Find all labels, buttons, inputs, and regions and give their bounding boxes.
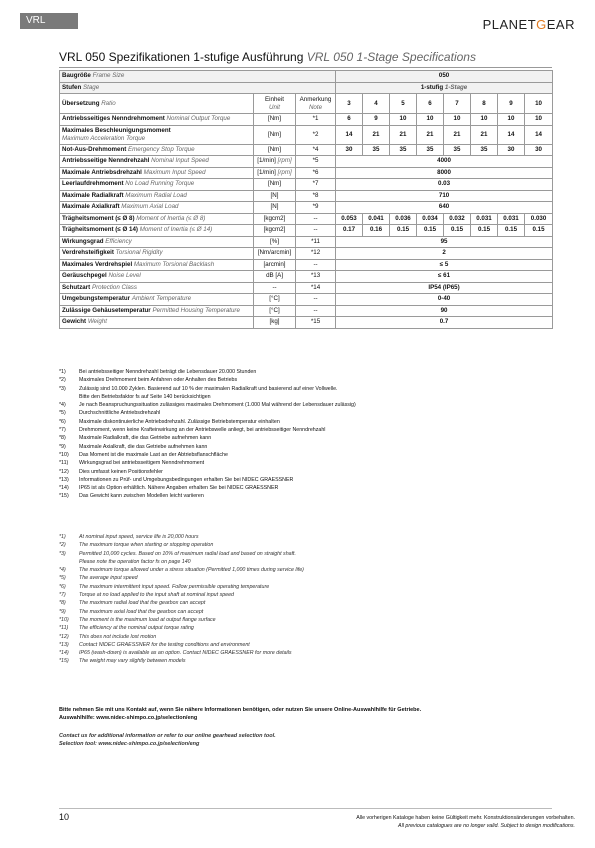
spec-value: 14: [336, 125, 363, 144]
spec-note: *2: [296, 125, 336, 144]
spec-unit: [1/min] [rpm]: [254, 156, 296, 168]
logo-accent: G: [536, 17, 547, 32]
spec-value: 0.036: [390, 213, 417, 225]
spec-label: Maximales Verdrehspiel Maximum Torsional Backlash: [60, 259, 254, 271]
spec-value: 0-40: [336, 294, 553, 306]
footnote: *10) Das Moment ist die maximale Last an der Abtriebsflanschfläche: [59, 451, 228, 458]
spec-unit: [kg]: [254, 317, 296, 329]
spec-row: [60, 259, 553, 271]
spec-value: 4000: [336, 156, 553, 168]
spec-unit: [°C]: [254, 294, 296, 306]
footnote: *14) IP65 (wash-down) is available as an option. Contact NIDEC GRAESSNER for more details: [59, 650, 292, 657]
spec-note: *13: [296, 271, 336, 283]
spec-value: 0.15: [390, 225, 417, 237]
spec-value: 35: [363, 144, 390, 156]
spec-note: *11: [296, 236, 336, 248]
spec-value: 0.15: [417, 225, 444, 237]
spec-unit: [1/min] [rpm]: [254, 167, 296, 179]
footnote: *3) Permitted 10,000 cycles. Based on 10% of maximum radial load and based on straight shaft.: [59, 550, 296, 557]
spec-value: 0.7: [336, 317, 553, 329]
footnote: *15) Das Gewicht kann zwischen Modellen leicht variieren: [59, 493, 204, 500]
spec-value: 21: [390, 125, 417, 144]
spec-value: 21: [363, 125, 390, 144]
spec-label: Not-Aus-Drehmoment Emergency Stop Torque: [60, 144, 254, 156]
contact-de-line: Bitte nehmen Sie mit uns Kontakt auf, wenn Sie nähere Informationen benötigen, oder nutzen Sie unsere Online-Auswahlhilfe für Getriebe.: [59, 707, 422, 713]
spec-row: [60, 179, 553, 191]
disclaimer-de: Alle vorherigen Kataloge haben keine Gültigkeit mehr. Konstruktionsänderungen vorbehalten.: [356, 815, 575, 821]
spec-label: Trägheitsmoment (≤ Ø 8) Moment of Inertia (≤ Ø 8): [60, 213, 254, 225]
spec-unit: [Nm]: [254, 179, 296, 191]
spec-unit: [Nm]: [254, 144, 296, 156]
contact-de: [59, 706, 421, 722]
footnote: *4) Je nach Beanspruchungssituation zulässiges maximales Drehmoment (1.000 Mal während der Lebensdauer zulässig): [59, 402, 356, 409]
footnote: Bitte den Betriebsfaktor fs auf Seite 140 berücksichtigen: [79, 393, 211, 400]
spec-unit: [Nm]: [254, 114, 296, 126]
spec-value: 0.15: [471, 225, 498, 237]
spec-label: Verdrehsteifigkeit Torsional Rigidity: [60, 248, 254, 260]
selection-link-de[interactable]: Auswahlhilfe: www.nidec-shimpo.co.jp/selection/eng: [59, 715, 198, 721]
spec-value: 0.034: [417, 213, 444, 225]
footnote: *10) The moment is the maximum load at output flange surface: [59, 616, 216, 623]
contact-en: [59, 732, 276, 748]
spec-unit: [°C]: [254, 305, 296, 317]
footnote: *12) Dies umfasst keinen Positionsfehler: [59, 468, 163, 475]
spec-value: 21: [417, 125, 444, 144]
spec-label: Maximale Antriebsdrehzahl Maximum Input Speed: [60, 167, 254, 179]
footnote: *2) The maximum torque when starting or stopping operation: [59, 542, 214, 549]
footnote: *13) Informationen zu Prüf- und Umgebungsbedingungen erhalten Sie bei NIDEC GRAESSNER: [59, 476, 294, 483]
spec-value: 0.15: [444, 225, 471, 237]
spec-value: ≤ 61: [336, 271, 553, 283]
ratio-value: 9: [498, 94, 525, 114]
stage-row: [60, 82, 553, 94]
page-number: 10: [59, 812, 70, 822]
spec-value: 21: [471, 125, 498, 144]
spec-note: *1: [296, 114, 336, 126]
spec-unit: [arcmin]: [254, 259, 296, 271]
footnote: Please note the operation factor fs on page 140: [79, 558, 191, 565]
spec-value: 10: [525, 114, 553, 126]
spec-value: 35: [471, 144, 498, 156]
ratio-value: 5: [390, 94, 417, 114]
note-header: Anmerkung Note: [296, 94, 336, 114]
spec-unit: [kgcm2]: [254, 213, 296, 225]
spec-value: 8000: [336, 167, 553, 179]
spec-label: Antriebsseitiges Nenndrehmoment Nominal Output Torque: [60, 114, 254, 126]
spec-row: [60, 282, 553, 294]
spec-label: Zulässige Gehäusetemperatur Permitted Housing Temperature: [60, 305, 254, 317]
spec-value: 640: [336, 202, 553, 214]
ratio-value: 4: [363, 94, 390, 114]
spec-label: Wirkungsgrad Efficiency: [60, 236, 254, 248]
spec-row: [60, 114, 553, 126]
spec-row: [60, 167, 553, 179]
spec-label: Schutzart Protection Class: [60, 282, 254, 294]
spec-row: [60, 190, 553, 202]
spec-value: 14: [498, 125, 525, 144]
footnote: *13) Contact NIDEC GRAESSNER for the testing conditions and environment: [59, 641, 250, 648]
footnote: *5) Durchschnittliche Antriebsdrehzahl: [59, 410, 161, 417]
footnote: *1) At nominal input speed, service life is 20,000 hours: [59, 534, 199, 540]
footnote: *11) Wirkungsgrad bei antriebsseitigem Nenndrehmoment: [59, 460, 205, 467]
spec-value: 90: [336, 305, 553, 317]
title-en: VRL 050 1-Stage Specifications: [306, 50, 476, 64]
spec-value: 30: [336, 144, 363, 156]
spec-row: [60, 156, 553, 168]
spec-value: 0.17: [336, 225, 363, 237]
contact-en-line: Contact us for additional information or refer to our online gearhead selection tool.: [59, 733, 276, 739]
ratio-value: 10: [525, 94, 553, 114]
spec-label: Maximale Axialkraft Maximum Axial Load: [60, 202, 254, 214]
footnote: *5) The average input speed: [59, 575, 138, 582]
spec-value: ≤ 5: [336, 259, 553, 271]
spec-value: 21: [444, 125, 471, 144]
planetgear-logo: [483, 17, 575, 32]
spec-note: --: [296, 225, 336, 237]
spec-note: *5: [296, 156, 336, 168]
spec-value: 35: [417, 144, 444, 156]
spec-note: --: [296, 259, 336, 271]
title-divider: [59, 67, 552, 68]
spec-note: *12: [296, 248, 336, 260]
spec-value: 0.031: [498, 213, 525, 225]
footnote: *9) Maximale Axialkraft, die das Getriebe aufnehmen kann: [59, 443, 208, 450]
spec-value: 710: [336, 190, 553, 202]
section-tab: VRL: [20, 13, 78, 29]
spec-value: 95: [336, 236, 553, 248]
spec-label: Leerlaufdrehmoment No Load Running Torque: [60, 179, 254, 191]
footnote: *7) Torque at no load applied to the input shaft at nominal input speed: [59, 592, 234, 599]
spec-value: 0.16: [363, 225, 390, 237]
spec-row: [60, 213, 553, 225]
spec-note: *8: [296, 190, 336, 202]
footnote: *6) The maximum intermittent input speed. Follow permissible operating temperature: [59, 583, 270, 590]
spec-row: [60, 125, 553, 144]
frame-size-label: Baugröße Frame Size: [60, 71, 336, 83]
spec-row: [60, 317, 553, 329]
spec-label: Umgebungstemperatur Ambient Temperature: [60, 294, 254, 306]
spec-unit: [%]: [254, 236, 296, 248]
spec-value: 0.031: [471, 213, 498, 225]
spec-row: [60, 236, 553, 248]
spec-note: *6: [296, 167, 336, 179]
spec-row: [60, 271, 553, 283]
spec-value: 10: [390, 114, 417, 126]
spec-label: Maximale Radialkraft Maximum Radial Load: [60, 190, 254, 202]
page-title: [59, 50, 476, 64]
footnote: *15) The weight may vary slightly between models: [59, 658, 186, 665]
spec-value: 0.041: [363, 213, 390, 225]
footnote: *3) Zulässig sind 10.000 Zyklen. Basierend auf 10 % der maximalen Radialkraft und basierend auf einer Vollwelle.: [59, 385, 338, 392]
ratio-value: 3: [336, 94, 363, 114]
logo-part: EAR: [546, 17, 575, 32]
spec-unit: [kgcm2]: [254, 225, 296, 237]
footnote: *7) Drehmoment, wenn keine Krafteinwirkung an der Antriebswelle anliegt, bei antriebsseitiger Nenndrehzahl: [59, 427, 326, 434]
footnotes-de: [59, 368, 356, 501]
frame-size-row: [60, 71, 553, 83]
spec-note: *4: [296, 144, 336, 156]
spec-note: *9: [296, 202, 336, 214]
ratio-label: Übersetzung Ratio: [60, 94, 254, 114]
frame-size-value: 050: [336, 71, 553, 83]
spec-note: *15: [296, 317, 336, 329]
spec-unit: [N]: [254, 190, 296, 202]
spec-note: --: [296, 213, 336, 225]
spec-row: [60, 144, 553, 156]
spec-value: 10: [498, 114, 525, 126]
spec-note: *14: [296, 282, 336, 294]
spec-value: 14: [525, 125, 553, 144]
spec-value: 0.030: [525, 213, 553, 225]
footer-divider: [59, 808, 552, 809]
selection-link-en[interactable]: Selection tool: www.nidec-shimpo.co.jp/selection/eng: [59, 741, 200, 747]
footnote: *8) Maximale Radialkraft, die das Getriebe aufnehmen kann: [59, 435, 212, 442]
spec-value: 0.053: [336, 213, 363, 225]
ratio-value: 7: [444, 94, 471, 114]
spec-unit: --: [254, 282, 296, 294]
spec-unit: [N]: [254, 202, 296, 214]
spec-label: Maximales Beschleunigungsmoment Maximum Acceleration Torque: [60, 125, 254, 144]
footnotes-en: [59, 533, 304, 666]
spec-value: 2: [336, 248, 553, 260]
spec-unit: [Nm]: [254, 125, 296, 144]
spec-note: --: [296, 294, 336, 306]
spec-value: 30: [498, 144, 525, 156]
spec-label: Antriebsseitige Nenndrehzahl Nominal Input Speed: [60, 156, 254, 168]
spec-value: 10: [444, 114, 471, 126]
footnote: *6) Maximale diskontinuierliche Antriebsdrehzahl. Zulässige Betriebstemperatur einhalten: [59, 418, 280, 425]
footnote: *4) The maximum torque allowed under a stress situation (Permitted 1,000 times during service life): [59, 567, 304, 574]
spec-unit: dB [A]: [254, 271, 296, 283]
spec-value: 0.03: [336, 179, 553, 191]
ratio-value: 6: [417, 94, 444, 114]
spec-value: 9: [363, 114, 390, 126]
spec-row: [60, 305, 553, 317]
footnote: *12) This does not include lost motion: [59, 633, 157, 640]
footnote: *1) Bei antriebsseitiger Nenndrehzahl beträgt die Lebensdauer 20.000 Stunden: [59, 369, 257, 375]
title-de: VRL 050 Spezifikationen 1-stufige Ausführung: [59, 50, 304, 64]
unit-header: Einheit Unit: [254, 94, 296, 114]
spec-value: 0.15: [498, 225, 525, 237]
spec-value: IP54 (IP65): [336, 282, 553, 294]
spec-note: --: [296, 305, 336, 317]
logo-part: PLANET: [482, 17, 537, 32]
spec-row: [60, 294, 553, 306]
footnote: *2) Maximales Drehmoment beim Anfahren oder Anhalten des Betriebs: [59, 377, 238, 384]
spec-table: [59, 70, 553, 329]
spec-row: [60, 202, 553, 214]
spec-label: Trägheitsmoment (≤ Ø 14) Moment of Inertia (≤ Ø 14): [60, 225, 254, 237]
spec-value: 10: [417, 114, 444, 126]
spec-value: 0.032: [444, 213, 471, 225]
stage-value: 1-stufig 1-Stage: [336, 82, 553, 94]
spec-unit: [Nm/arcmin]: [254, 248, 296, 260]
spec-row: [60, 225, 553, 237]
spec-value: 0.15: [525, 225, 553, 237]
spec-label: Geräuschpegel Noise Level: [60, 271, 254, 283]
disclaimer-en: All previous catalogues are no longer valid. Subject to design modifications.: [398, 822, 575, 829]
spec-label: Gewicht Weight: [60, 317, 254, 329]
footnote: *9) The maximum axial load that the gearbox can accept: [59, 608, 204, 615]
spec-value: 30: [525, 144, 553, 156]
ratio-value: 8: [471, 94, 498, 114]
spec-value: 10: [471, 114, 498, 126]
footnote: *8) The maximum radial load that the gearbox can accept: [59, 600, 206, 607]
footnote: *11) The efficiency at the nominal output torque rating: [59, 625, 194, 632]
spec-value: 6: [336, 114, 363, 126]
ratio-row: [60, 94, 553, 114]
spec-value: 35: [390, 144, 417, 156]
stage-label: Stufen Stage: [60, 82, 336, 94]
disclaimer: [356, 815, 575, 830]
footnote: *14) IP65 ist als Option erhältlich. Nähere Angaben erhalten Sie bei NIDEC GRAESSNER: [59, 485, 279, 492]
spec-row: [60, 248, 553, 260]
spec-note: *7: [296, 179, 336, 191]
spec-value: 35: [444, 144, 471, 156]
